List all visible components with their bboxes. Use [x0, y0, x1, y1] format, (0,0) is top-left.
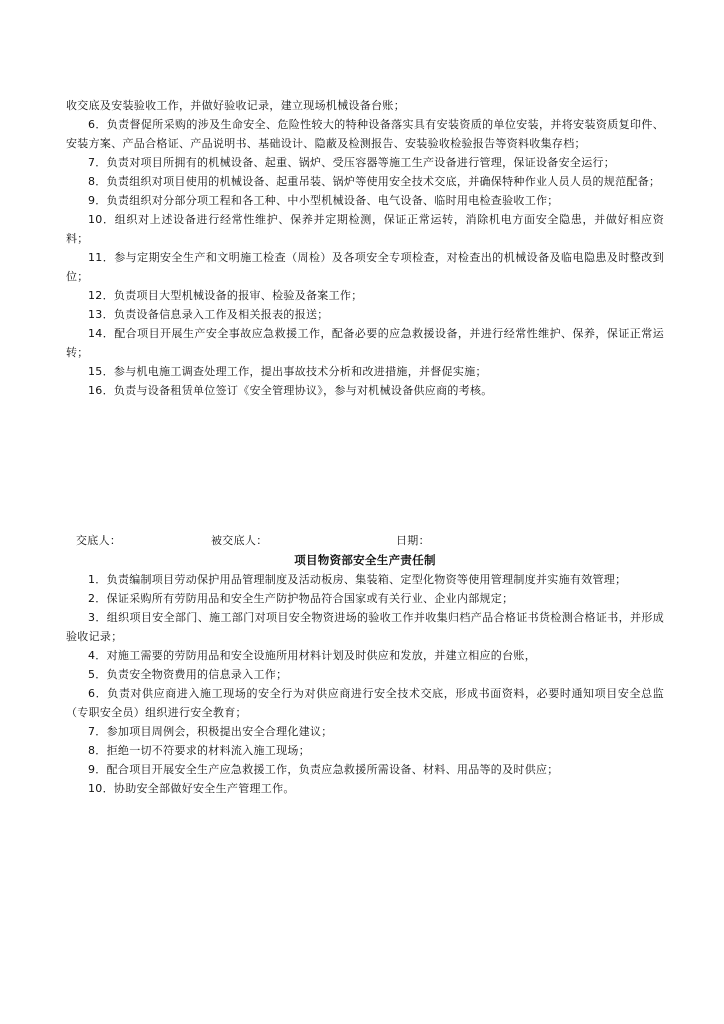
paragraph-item-9b: 9．配合项目开展安全生产应急救援工作，负责应急救援所需设备、材料、用品等的及时供应；: [88, 763, 559, 776]
materials-duties-section: [66, 570, 664, 798]
paragraph-item-2: 2．保证采购所有劳防用品和安全生产防护物品符合国家或有关行业、企业内部规定；: [88, 592, 514, 605]
signature-line: [76, 531, 676, 550]
paragraph-continuation: 收交底及安装验收工作，并做好验收记录，建立现场机械设备台账；: [66, 99, 405, 112]
paragraph-item-4: 4．对施工需要的劳防用品和安全设施所用材料计划及时供应和发放，并建立相应的台账，: [88, 649, 536, 662]
paragraph-item-14: 14．配合项目开展生产安全事故应急救援工作，配备必要的应急救援设备，并进行经常性维护、保养，保证正常运转；: [66, 327, 664, 359]
paragraph-item-16: 16．负责与设备租赁单位签订《安全管理协议》，参与对机械设备供应商的考核。: [88, 384, 493, 397]
paragraph-item-5: 5．负责安全物资费用的信息录入工作；: [88, 668, 288, 681]
handover-person-label: 交底人：: [76, 534, 122, 547]
paragraph-item-12: 12．负责项目大型机械设备的报审、检验及备案工作；: [88, 289, 363, 302]
paragraph-item-3: 3．组织项目安全部门、施工部门对项目安全物资进场的验收工作并收集归档产品合格证书货检测合格证书，并形成验收记录；: [66, 611, 664, 643]
paragraph-item-13: 13．负责设备信息录入工作及相关报表的报送；: [88, 308, 329, 321]
paragraph-item-8b: 8．拒绝一切不符要求的材料流入施工现场；: [88, 744, 310, 757]
paragraph-item-7: 7．负责对项目所拥有的机械设备、起重、锅炉、受压容器等施工生产设备进行管理，保证设备安全运行；: [88, 156, 616, 169]
paragraph-item-8: 8．负责组织对项目使用的机械设备、起重吊装、锅炉等使用安全技术交底，并确保特种作业人员人员的规范配备；: [88, 175, 661, 188]
receiver-person-label: 被交底人：: [211, 534, 268, 547]
paragraph-item-11: 11．参与定期安全生产和文明施工检查（周检）及各项安全专项检查，对检查出的机械设备及临电隐患及时整改到位；: [66, 251, 664, 283]
paragraph-item-9: 9．负责组织对分部分项工程和各工种、中小型机械设备、电气设备、临时用电检查验收工作；: [88, 194, 559, 207]
paragraph-item-10: 10．组织对上述设备进行经常性维护、保养并定期检测，保证正常运转，消除机电方面安全隐患，并做好相应资料；: [66, 213, 664, 245]
paragraph-item-6: 6．负责督促所采购的涉及生命安全、危险性较大的特种设备落实具有安装资质的单位安装，并将安装资质复印件、安装方案、产品合格证、产品说明书、基础设计、隐蔽及检测报告、安装验收检验报告等资料收集存档；: [66, 118, 664, 150]
equipment-duties-section: [66, 96, 664, 400]
paragraph-item-15: 15．参与机电施工调查处理工作，提出事故技术分析和改进措施，并督促实施；: [88, 365, 487, 378]
paragraph-item-10b: 10．协助安全部做好安全生产管理工作。: [88, 782, 295, 795]
paragraph-item-1: 1．负责编制项目劳动保护用品管理制度及活动板房、集装箱、定型化物资等使用管理制度并实施有效管理；: [88, 573, 627, 586]
paragraph-item-7b: 7．参加项目周例会，积极提出安全合理化建议；: [88, 725, 333, 738]
date-label: 日期：: [396, 534, 430, 547]
paragraph-item-6b: 6．负责对供应商进入施工现场的安全行为对供应商进行安全技术交底，形成书面资料，必要时通知项目安全总监（专职安全员）组织进行安全教育；: [66, 687, 664, 719]
section-title: 项目物资部安全生产责任制: [294, 553, 436, 567]
